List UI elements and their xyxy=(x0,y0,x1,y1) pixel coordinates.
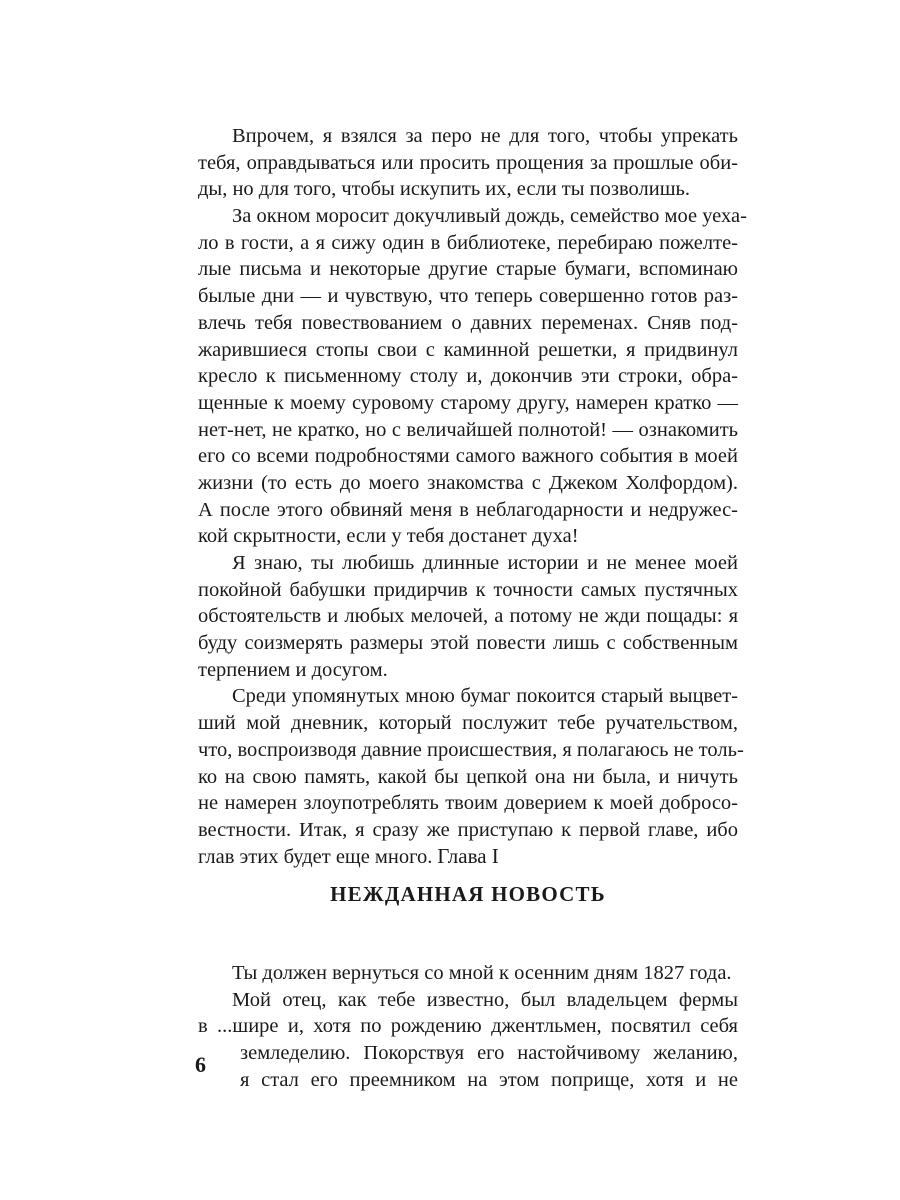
text-line: жизни (то есть до моего знакомства с Джеком Холфордом). xyxy=(198,471,738,494)
text-line: что, воспроизводя давние происшествия, я полагаюсь не толь- xyxy=(198,738,744,761)
text-line: нет-нет, не кратко, но с величайшей полнотой! — ознакомить xyxy=(198,418,738,441)
text-line: Я знаю, ты любишь длинные истории и не менее моей xyxy=(232,552,738,574)
chapter-label: Глава I xyxy=(437,844,499,868)
text-line: ды, но для того, чтобы искупить их, если ты позволишь. xyxy=(198,178,690,201)
text-line: ший мой дневник, который послужит тебе ручательством, xyxy=(198,712,738,735)
text-line: вестности. Итак, я сразу же приступаю к первой главе, ибо xyxy=(198,818,738,841)
text-line: обстоятельств и любых мелочей, а потому не жди пощады: я xyxy=(198,605,738,628)
text-line: лые письма и некоторые другие старые бумаги, вспоминаю xyxy=(198,258,738,281)
text-line: кой скрытности, если у тебя достанет духа! xyxy=(198,525,579,548)
text-line: Мой отец, как тебе известно, был владельцем фермы xyxy=(232,988,738,1011)
text-line: кресло к письменному столу и, докончив эти строки, обра- xyxy=(198,365,738,388)
text-line: влечь тебя повествованием о давних переменах. Сняв под- xyxy=(198,311,738,334)
text-block-bottom xyxy=(198,960,738,1093)
text-line: Ты должен вернуться со мной к осенним дням 1827 года. xyxy=(232,962,732,984)
text-line: покойной бабушки придирчив к точности самых пустячных xyxy=(198,578,738,601)
text-line: ко на свою память, какой бы цепкой она ни была, и ничуть xyxy=(198,765,738,788)
text-line: не намерен злоупотреблять твоим доверием к моей добросо- xyxy=(198,792,738,815)
chapter-title: НЕЖДАННАЯ НОВОСТЬ xyxy=(330,882,606,906)
text-line: щенные к моему суровому старому другу, намерен кратко — xyxy=(198,391,738,414)
text-line: ло в гости, а я сижу один в библиотеке, перебираю пожелте- xyxy=(198,231,738,254)
text-line: За окном моросит докучливый дождь, семейство мое уеха- xyxy=(232,205,747,228)
text-line: жарившиеся стопы свои с каминной решетки, я придвинул xyxy=(198,338,738,361)
text-line: его со всеми подробностями самого важного события в моей xyxy=(198,445,738,468)
text-line: А после этого обвиняй меня в неблагодарности и недружес- xyxy=(198,498,738,521)
text-line: буду соизмерять размеры этой повести лишь с собственным xyxy=(198,632,738,655)
page-number: 6 xyxy=(195,1052,206,1077)
text-line: земледелию. Покорствуя его настойчивому желанию, xyxy=(240,1042,738,1065)
text-block-top xyxy=(198,123,747,870)
text-line: Среди упомянутых мною бумаг покоится старый выцвет- xyxy=(232,685,738,708)
text-line: в ...шире и, хотя по рождению джентльмен, посвятил себя xyxy=(198,1015,738,1038)
text-line: я стал его преемником на этом поприще, хотя и не xyxy=(240,1068,738,1091)
text-line: былые дни — и чувствую, что теперь совершенно готов раз- xyxy=(198,285,738,308)
text-line: терпением и досугом. xyxy=(198,658,388,681)
text-line: глав этих будет еще много. xyxy=(198,845,433,868)
text-line: Впрочем, я взялся за перо не для того, чтобы упрекать xyxy=(232,125,738,147)
text-line: тебя, оправдываться или просить прощения за прошлые оби- xyxy=(198,151,738,174)
